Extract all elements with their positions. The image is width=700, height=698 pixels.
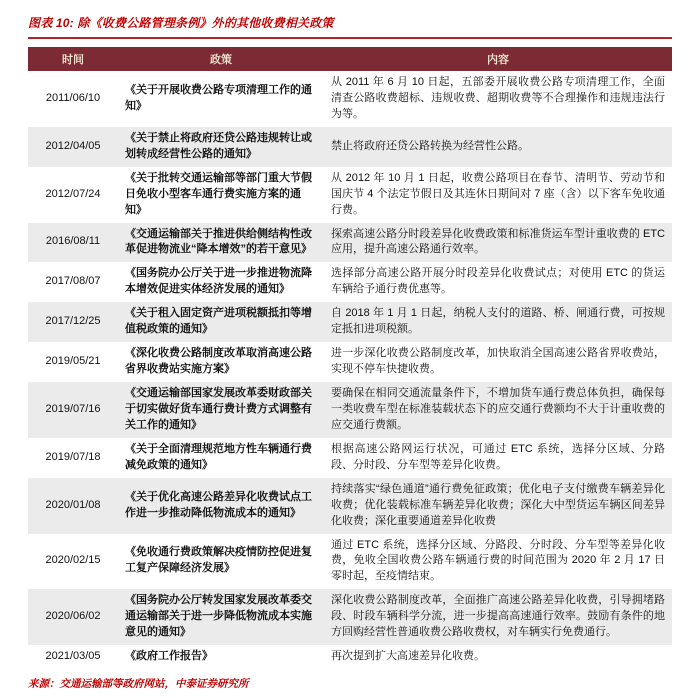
table-row [28, 167, 672, 223]
content-cell: 持续落实“绿色通道”通行费免征政策；优化电子支付缴费车辆差异化收费；优化装载标准车辆差异化收费；深化大中型货运车辆区间差异化收费；深化重要通道差异化收费 [331, 482, 665, 527]
date-cell: 2020/06/02 [45, 610, 101, 623]
content-cell: 探索高速公路分时段差异化收费政策和标准货运车型计重收费的 ETC 应用，提升高速公路通行效率。 [331, 227, 665, 256]
figure-caption [28, 14, 672, 32]
policy-cell: 《深化收费公路制度改革取消高速公路省界收费站实施方案》 [125, 347, 312, 376]
table-row [28, 302, 672, 342]
table-row [28, 645, 672, 669]
table-row [28, 478, 672, 534]
content-cell: 进一步深化收费公路制度改革，加快取消全国高速公路省界收费站，实现不停车快捷收费。 [331, 347, 665, 376]
policy-cell: 《关于批转交通运输部等部门重大节假日免收小型客车通行费实施方案的通知》 [125, 171, 312, 216]
policy-cell: 《关于禁止将政府还贷公路违规转让或划转成经营性公路的通知》 [125, 131, 312, 160]
column-header-time: 时间 [28, 47, 118, 71]
content-cell: 自 2018 年 1 月 1 日起，纳税人支付的道路、桥、闸通行费，可按规定抵扣进项税额。 [331, 307, 665, 336]
table-header-row [28, 47, 672, 71]
table-row [28, 223, 672, 263]
policy-table [28, 47, 672, 669]
table-row [28, 127, 672, 167]
policy-cell: 《国务院办公厅转发国家发展改革委交通运输部关于进一步降低物流成本实施意见的通知》 [125, 594, 312, 639]
table-row [28, 438, 672, 478]
column-header-content: 内容 [324, 47, 672, 71]
date-cell: 2017/08/07 [45, 275, 101, 288]
date-cell: 2020/01/08 [45, 498, 101, 511]
content-cell: 禁止将政府还贷公路转换为经营性公路。 [331, 139, 529, 152]
policy-cell: 《免收通行费政策解决疫情防控促进复工复产保障经济发展》 [125, 546, 312, 575]
source-note: 来源：交通运输部等政府网站，中泰证券研究所 [28, 678, 249, 691]
content-cell: 选择部分高速公路开展分时段差异化收费试点；对使用 ETC 的货运车辆给予通行费优惠等。 [331, 267, 665, 296]
table-row [28, 262, 672, 302]
table-row [28, 342, 672, 382]
date-cell: 2019/07/18 [45, 450, 101, 463]
content-cell: 根据高速公路网运行状况，可通过 ETC 系统，选择分区域、分路段、分时段、分车型等差异化收费。 [331, 442, 665, 471]
table-row [28, 382, 672, 438]
date-cell: 2016/08/11 [45, 235, 101, 248]
table-body [28, 71, 672, 669]
content-cell: 通过 ETC 系统，选择分区域、分路段、分时段、分车型等差异化收费，免收全国收费公路车辆通行费的时间范围为 2020 年 2 月 17 日零时起，至疫情结束。 [331, 538, 665, 583]
policy-cell: 《关于全面清理规范地方性车辆通行费减免政策的通知》 [125, 442, 312, 471]
date-cell: 2020/02/15 [45, 554, 101, 567]
policy-cell: 《国务院办公厅关于进一步推进物流降本增效促进实体经济发展的通知》 [125, 267, 312, 296]
content-cell: 从 2011 年 6 月 10 日起，五部委开展收费公路专项清理工作，全面清查公路收费超标、违规收费、超期收费等不合理操作和违规违法行为等。 [331, 76, 665, 120]
content-cell: 要确保在相同交通流量条件下，不增加货车通行费总体负担，确保每一类收费车型在标准装载状态下的应交通行费额均不大于计重收费的应交通行费额。 [331, 387, 665, 431]
date-cell: 2012/07/24 [45, 187, 101, 200]
table-row [28, 534, 672, 590]
table-row [28, 71, 672, 127]
date-cell: 2019/07/16 [45, 402, 101, 415]
policy-cell: 《关于开展收费公路专项清理工作的通知》 [125, 83, 312, 112]
table-row [28, 589, 672, 645]
caption-underline [28, 37, 672, 39]
content-cell: 从 2012 年 10 月 1 日起，收费公路项目在春节、清明节、劳动节和国庆节 4 个法定节假日及其连休日期间对 7 座（含）以下客车免收通行费。 [331, 171, 665, 216]
policy-cell: 《关于租入固定资产进项税额抵扣等增值税政策的通知》 [125, 307, 312, 336]
date-cell: 2019/05/21 [45, 355, 101, 368]
policy-cell: 《交通运输部关于推进供给侧结构性改革促进物流业“降本增效”的若干意见》 [125, 227, 312, 256]
date-cell: 2011/06/10 [45, 91, 101, 104]
content-cell: 深化收费公路制度改革，全面推广高速公路差异化收费，引导拥堵路段、时段车辆科学分流，进一步提高高速通行效率。鼓励有条件的地方回购经营性普通收费公路收费权，对车辆实行免费通行。 [331, 594, 665, 639]
policy-cell: 《关于优化高速公路差异化收费试点工作进一步推动降低物流成本的通知》 [125, 490, 312, 519]
column-header-policy: 政策 [118, 47, 324, 71]
policy-cell: 《政府工作报告》 [125, 650, 213, 663]
table-head [28, 47, 672, 71]
date-cell: 2012/04/05 [45, 139, 101, 152]
content-cell: 再次提到扩大高速差异化收费。 [331, 650, 485, 663]
policy-cell: 《交通运输部国家发展改革委财政部关于切实做好货车通行费计费方式调整有关工作的通知》 [125, 387, 312, 431]
date-cell: 2021/03/05 [45, 650, 101, 663]
date-cell: 2017/12/25 [45, 315, 101, 328]
figure-caption-text: 图表 10: 除《收费公路管理条例》外的其他收费相关政策 [28, 16, 334, 30]
